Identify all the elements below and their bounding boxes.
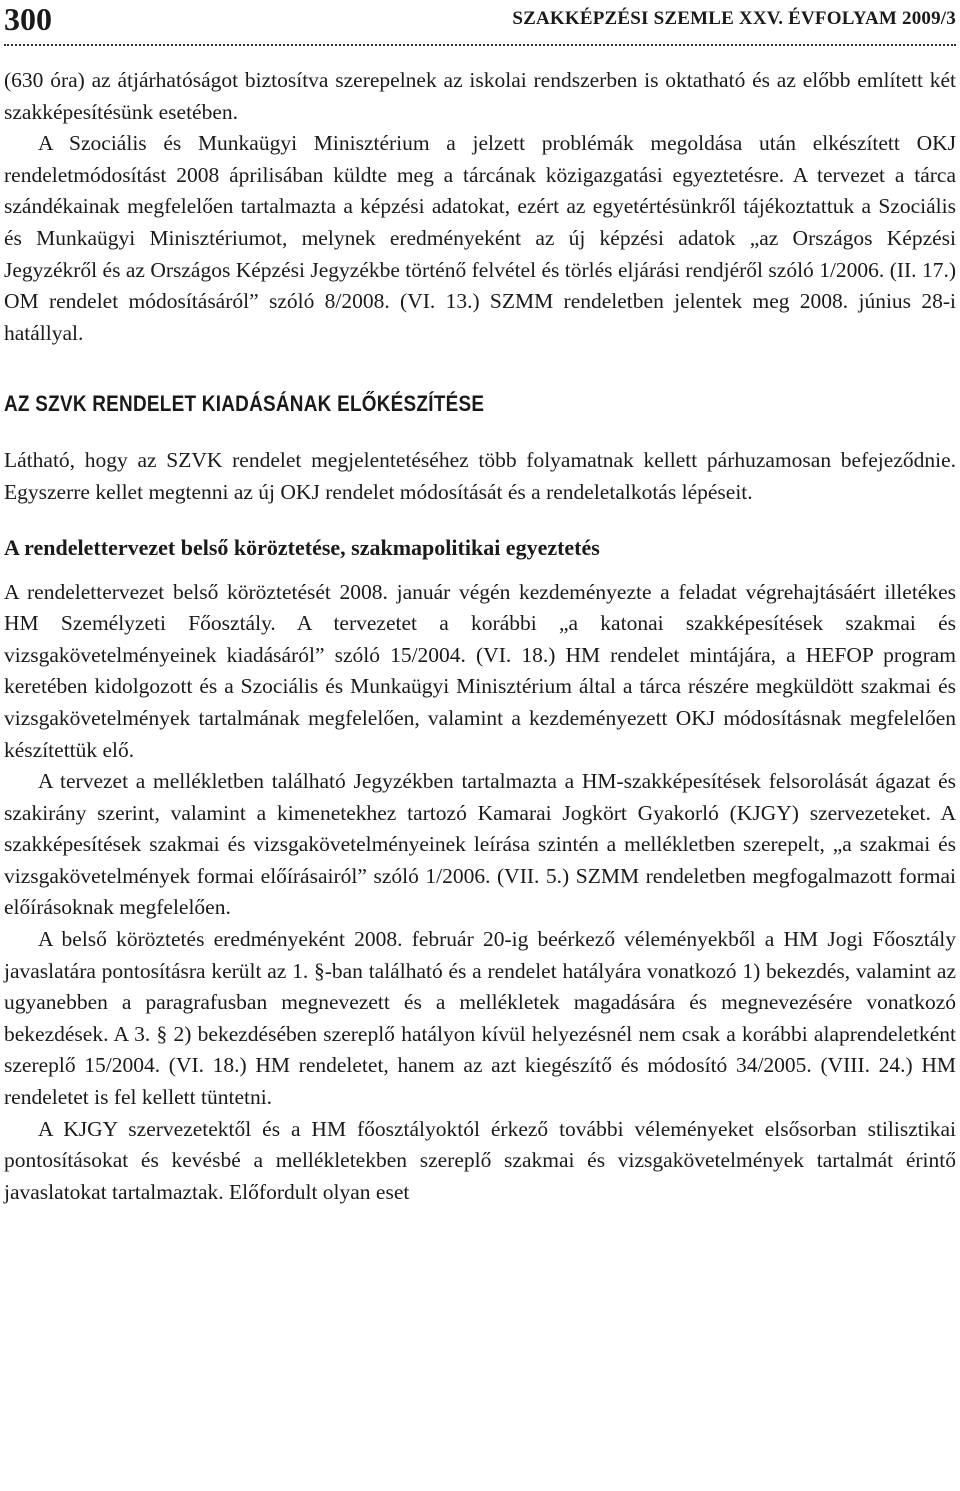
section-heading: AZ SZVK RENDELET KIADÁSÁNAK ELŐKÉSZÍTÉSE: [4, 391, 485, 417]
page-header: [4, 0, 956, 40]
running-title: SZAKKÉPZÉSI SZEMLE XXV. ÉVFOLYAM 2009/3: [512, 8, 956, 29]
paragraph: Látható, hogy az SZVK rendelet megjelentetéséhez több folyamatnak kellett párhuzamosan befejeződnie. Egyszerre kellet megtenni az új OKJ rendelet módosítását és a rendeletalkotás lépéseit.: [4, 448, 956, 504]
paragraph: A belső köröztetés eredményeként 2008. február 20-ig beérkező véleményekből a HM Jogi Főosztály javaslatára pontosításra került az 1. §-ban található és a rendelet hatályára vonatkozó 1) bekezdés, valamint az ugyanebben a paragrafusban megnevezett és a mellékletek magadására és megnevezésére vonatkozó bekezdések. A 3. § 2) bekezdésében szereplő hatályon kívül helyezésnél nem csak a korábbi alaprendeletként szereplő 15/2004. (VI. 18.) HM rendeletet, hanem az azt kiegészítő és módosító 34/2005. (VIII. 24.) HM rendeletet is fel kellett tüntetni.: [4, 927, 956, 1110]
paragraph: A Szociális és Munkaügyi Minisztérium a jelzett problémák megoldása után elkészített OKJ rendeletmódosítást 2008 áprilisában küldte meg a tárcának közigazgatási egyeztetésre. A tervezet a tárca szándékainak megfelelően tartalmazta a képzési adatokat, ezért az egyetértésünkről tájékoztattuk a Szociális és Munkaügyi Minisztériumot, melynek eredményeként az új képzési adatok „az Országos Képzési Jegyzékről és az Országos Képzési Jegyzékbe történő felvétel és törlés eljárási rendjéről szóló 1/2006. (II. 17.) OM rendelet módosításáról” szóló 8/2008. (VI. 13.) SZMM rendeletben jelentek meg 2008. június 28-i hatállyal.: [4, 131, 956, 345]
paragraph: A rendelettervezet belső köröztetését 2008. január végén kezdeményezte a feladat végrehajtásáért illetékes HM Személyzeti Főosztály. A tervezetet a korábbi „a katonai szakképesítések szakmai és vizsgakövetelményeinek kiadásáról” szóló 15/2004. (VI. 18.) HM rendelet mintájára, a HEFOP program keretében kidolgozott és a Szociális és Munkaügyi Minisztérium által a tárca részére megküldött szakmai és vizsgakövetelmények tartalmának megfelelően, valamint a kezdeményezett OKJ módosításnak megfelelően készítettük elő.: [4, 579, 956, 762]
subsection-heading: A rendelettervezet belső köröztetése, szakmapolitikai egyeztetés: [4, 534, 600, 560]
paragraph: A KJGY szervezetektől és a HM főosztályoktól érkező további véleményeket elsősorban stilisztikai pontosításokat és kevésbé a mellékletekben szereplő szakmai és vizsgakövetelmények tartalmát érintő javaslatokat tartalmaztak. Előfordult olyan eset: [4, 1116, 956, 1204]
page-number: 300: [4, 1, 52, 37]
paragraph-continuation: (630 óra) az átjárhatóságot biztosítva szerepelnek az iskolai rendszerben is oktatható és az előbb említett két szakképesítésünk esetében.: [4, 68, 956, 124]
paragraph: A tervezet a mellékletben található Jegyzékben tartalmazta a HM-szakképesítések felsorolását ágazat és szakirány szerint, valamint a kimenetekhez tartozó Kamarai Jogkört Gyakorló (KJGY) szervezeteket. A szakképesítések szakmai és vizsgakövetelményeinek leírása szintén a mellékletben szerepelt, „a szakmai és vizsgakövetelmények formai előírásairól” szóló 1/2006. (VII. 5.) SZMM rendeletben megfogalmazott formai előírásoknak megfelelően.: [4, 769, 956, 920]
body-text: [4, 65, 956, 1208]
header-divider: [4, 44, 956, 46]
